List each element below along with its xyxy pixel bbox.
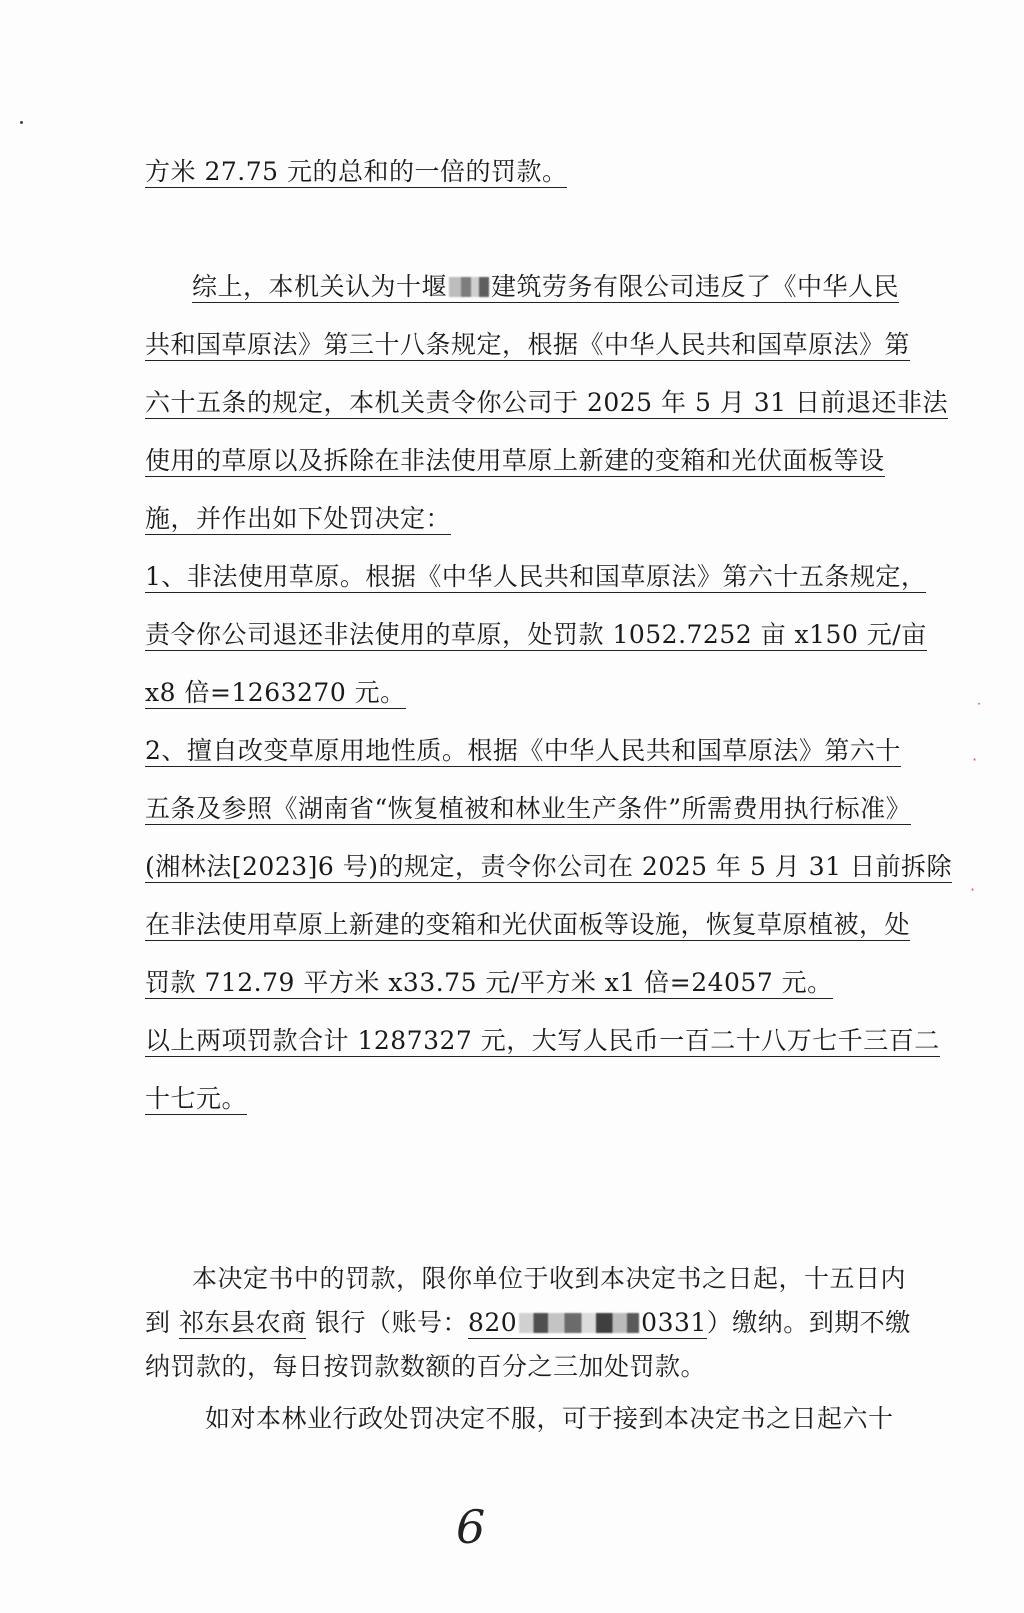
item1-line-3	[145, 676, 406, 710]
para1-line-1-part-a: 综上，本机关认为十堰	[192, 272, 448, 301]
redacted-account-digits	[519, 1313, 639, 1333]
item2-line-5-text: 罚款 712.79 平方米 x33.75 元/平方米 x1 倍=24057 元。	[145, 968, 833, 997]
text-line-1	[145, 155, 567, 189]
para1-line-4-text: 使用的草原以及拆除在非法使用草原上新建的变箱和光伏面板等设	[145, 446, 885, 475]
para1-line-1	[192, 270, 899, 304]
para1-line-4	[145, 444, 885, 478]
para1-line-3	[145, 386, 948, 420]
para1-line-1-text	[192, 272, 899, 303]
payment-line-3	[145, 1350, 706, 1384]
payment-line-2	[145, 1306, 911, 1340]
para1-line-2	[145, 328, 910, 362]
para1-line-2-text: 共和国草原法》第三十八条规定，根据《中华人民共和国草原法》第	[145, 330, 911, 359]
redacted-company-name	[449, 277, 489, 297]
total-line-2	[145, 1082, 247, 1116]
total-line-2-text: 十七元。	[145, 1084, 248, 1113]
payment-to: 到	[145, 1308, 171, 1337]
payment-tail: ）缴纳。到期不缴	[706, 1308, 911, 1337]
page-number: 6	[456, 1500, 486, 1554]
item1-line-1	[145, 560, 926, 594]
payment-line-3-text: 纳罚款的，每日按罚款数额的百分之三加处罚款。	[145, 1352, 707, 1381]
account-number	[468, 1308, 707, 1339]
item2-line-4	[145, 908, 910, 942]
total-line-1	[145, 1024, 940, 1058]
seal-mark-fragment: ˙	[975, 700, 983, 719]
item2-line-1-text: 2、擅自改变草原用地性质。根据《中华人民共和国草原法》第六十	[145, 736, 901, 765]
item2-line-3-text: (湘林法[2023]6 号)的规定，责令你公司在 2025 年 5 月 31 日前拆除	[145, 852, 953, 881]
item2-line-5	[145, 966, 833, 1000]
appeal-line-1-text: 如对本林业行政处罚决定不服，可于接到本决定书之日起六十	[205, 1404, 894, 1433]
appeal-line-1	[205, 1402, 894, 1436]
item2-line-2-text: 五条及参照《湖南省“恢复植被和林业生产条件”所需费用执行标准》	[145, 794, 912, 823]
item2-line-1	[145, 734, 901, 768]
account-start: 820	[467, 1308, 518, 1337]
payment-line-1-text: 本决定书中的罚款，限你单位于收到本决定书之日起，十五日内	[192, 1264, 907, 1293]
item1-line-2-text: 责令你公司退还非法使用的草原，处罚款 1052.7252 亩 x150 元/亩	[145, 620, 927, 649]
item1-line-2	[145, 618, 927, 652]
account-end: 0331	[641, 1308, 707, 1337]
para1-line-5	[145, 502, 451, 536]
para1-line-5-text: 施，并作出如下处罚决定：	[145, 504, 452, 533]
seal-mark-fragment: ·	[972, 750, 978, 769]
total-line-1-text: 以上两项罚款合计 1287327 元，大写人民币一百二十八万七千三百二	[145, 1026, 940, 1055]
bank-suffix: 银行（账号：	[314, 1308, 468, 1337]
item2-line-4-text: 在非法使用草原上新建的变箱和光伏面板等设施，恢复草原植被，处	[145, 910, 911, 939]
seal-mark-fragment: ·	[970, 880, 976, 899]
item2-line-3	[145, 850, 952, 884]
bank-name: 祁东县农商	[178, 1308, 307, 1337]
continued-sentence: 方米 27.75 元的总和的一倍的罚款。	[145, 157, 568, 186]
para1-line-1-part-b: 建筑劳务有限公司违反了《中华人民	[491, 272, 900, 301]
item1-line-1-text: 1、非法使用草原。根据《中华人民共和国草原法》第六十五条规定，	[145, 562, 927, 591]
item2-line-2	[145, 792, 911, 826]
para1-line-3-text: 六十五条的规定，本机关责令你公司于 2025 年 5 月 31 日前退还非法	[145, 388, 949, 417]
scan-speck	[20, 121, 23, 124]
payment-line-1	[192, 1262, 906, 1296]
item1-line-3-text: x8 倍=1263270 元。	[145, 678, 406, 707]
